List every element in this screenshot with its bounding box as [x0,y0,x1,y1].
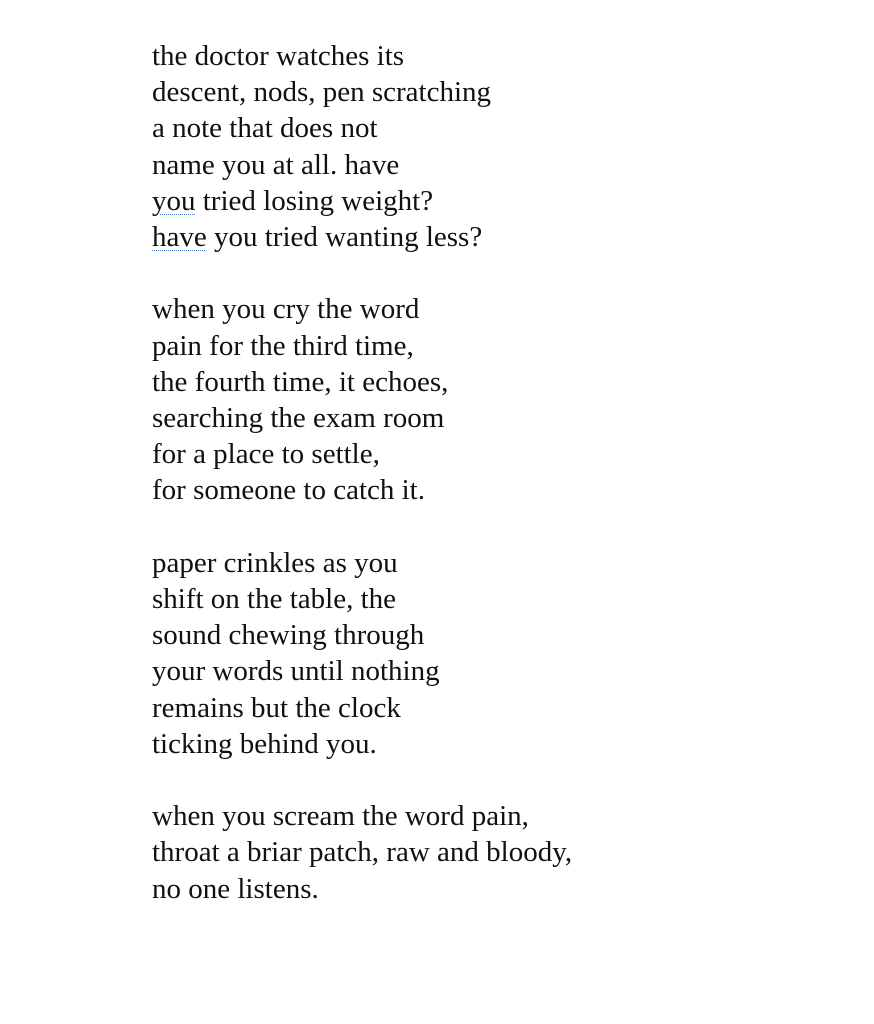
poem-line-rest: you tried wanting less? [206,221,483,254]
poem-line: your words until nothing [152,655,440,688]
poem-line: when you cry the word [152,293,420,326]
poem-line: throat a briar patch, raw and bloody, [152,836,573,869]
poem-line: ticking behind you. [152,727,377,760]
poem-line: a note that does not [152,112,378,145]
poem-line: when you scream the word pain, [152,800,529,833]
poem-line: for a place to settle, [152,438,380,471]
poem-line: descent, nods, pen scratching [152,76,492,109]
poem-line: for someone to catch it. [152,474,425,507]
poem-line: pain for the third time, [152,329,414,362]
stanza-4 [152,798,832,907]
poem-line: sound chewing through [152,619,425,652]
poem-line: searching the exam room [152,402,445,435]
poem-line: no one listens. [152,872,319,905]
poem-line-with-marked-word [152,183,832,219]
poem-line-rest: tried losing weight? [195,184,434,217]
poem-line: the doctor watches its [152,40,405,72]
poem-line: paper crinkles as you [152,546,398,579]
stanza-3 [152,545,832,762]
stanza-2 [152,291,832,508]
marked-word[interactable]: have [152,221,207,254]
stanza-1 [152,38,832,255]
poem-line: the fourth time, it echoes, [152,365,449,398]
poem-body [152,38,832,943]
poem-line: shift on the table, the [152,583,397,616]
poem-line: remains but the clock [152,691,401,724]
poem-line: name you at all. have [152,148,400,181]
poem-line-with-marked-word [152,219,832,255]
marked-word[interactable]: you [152,184,196,217]
